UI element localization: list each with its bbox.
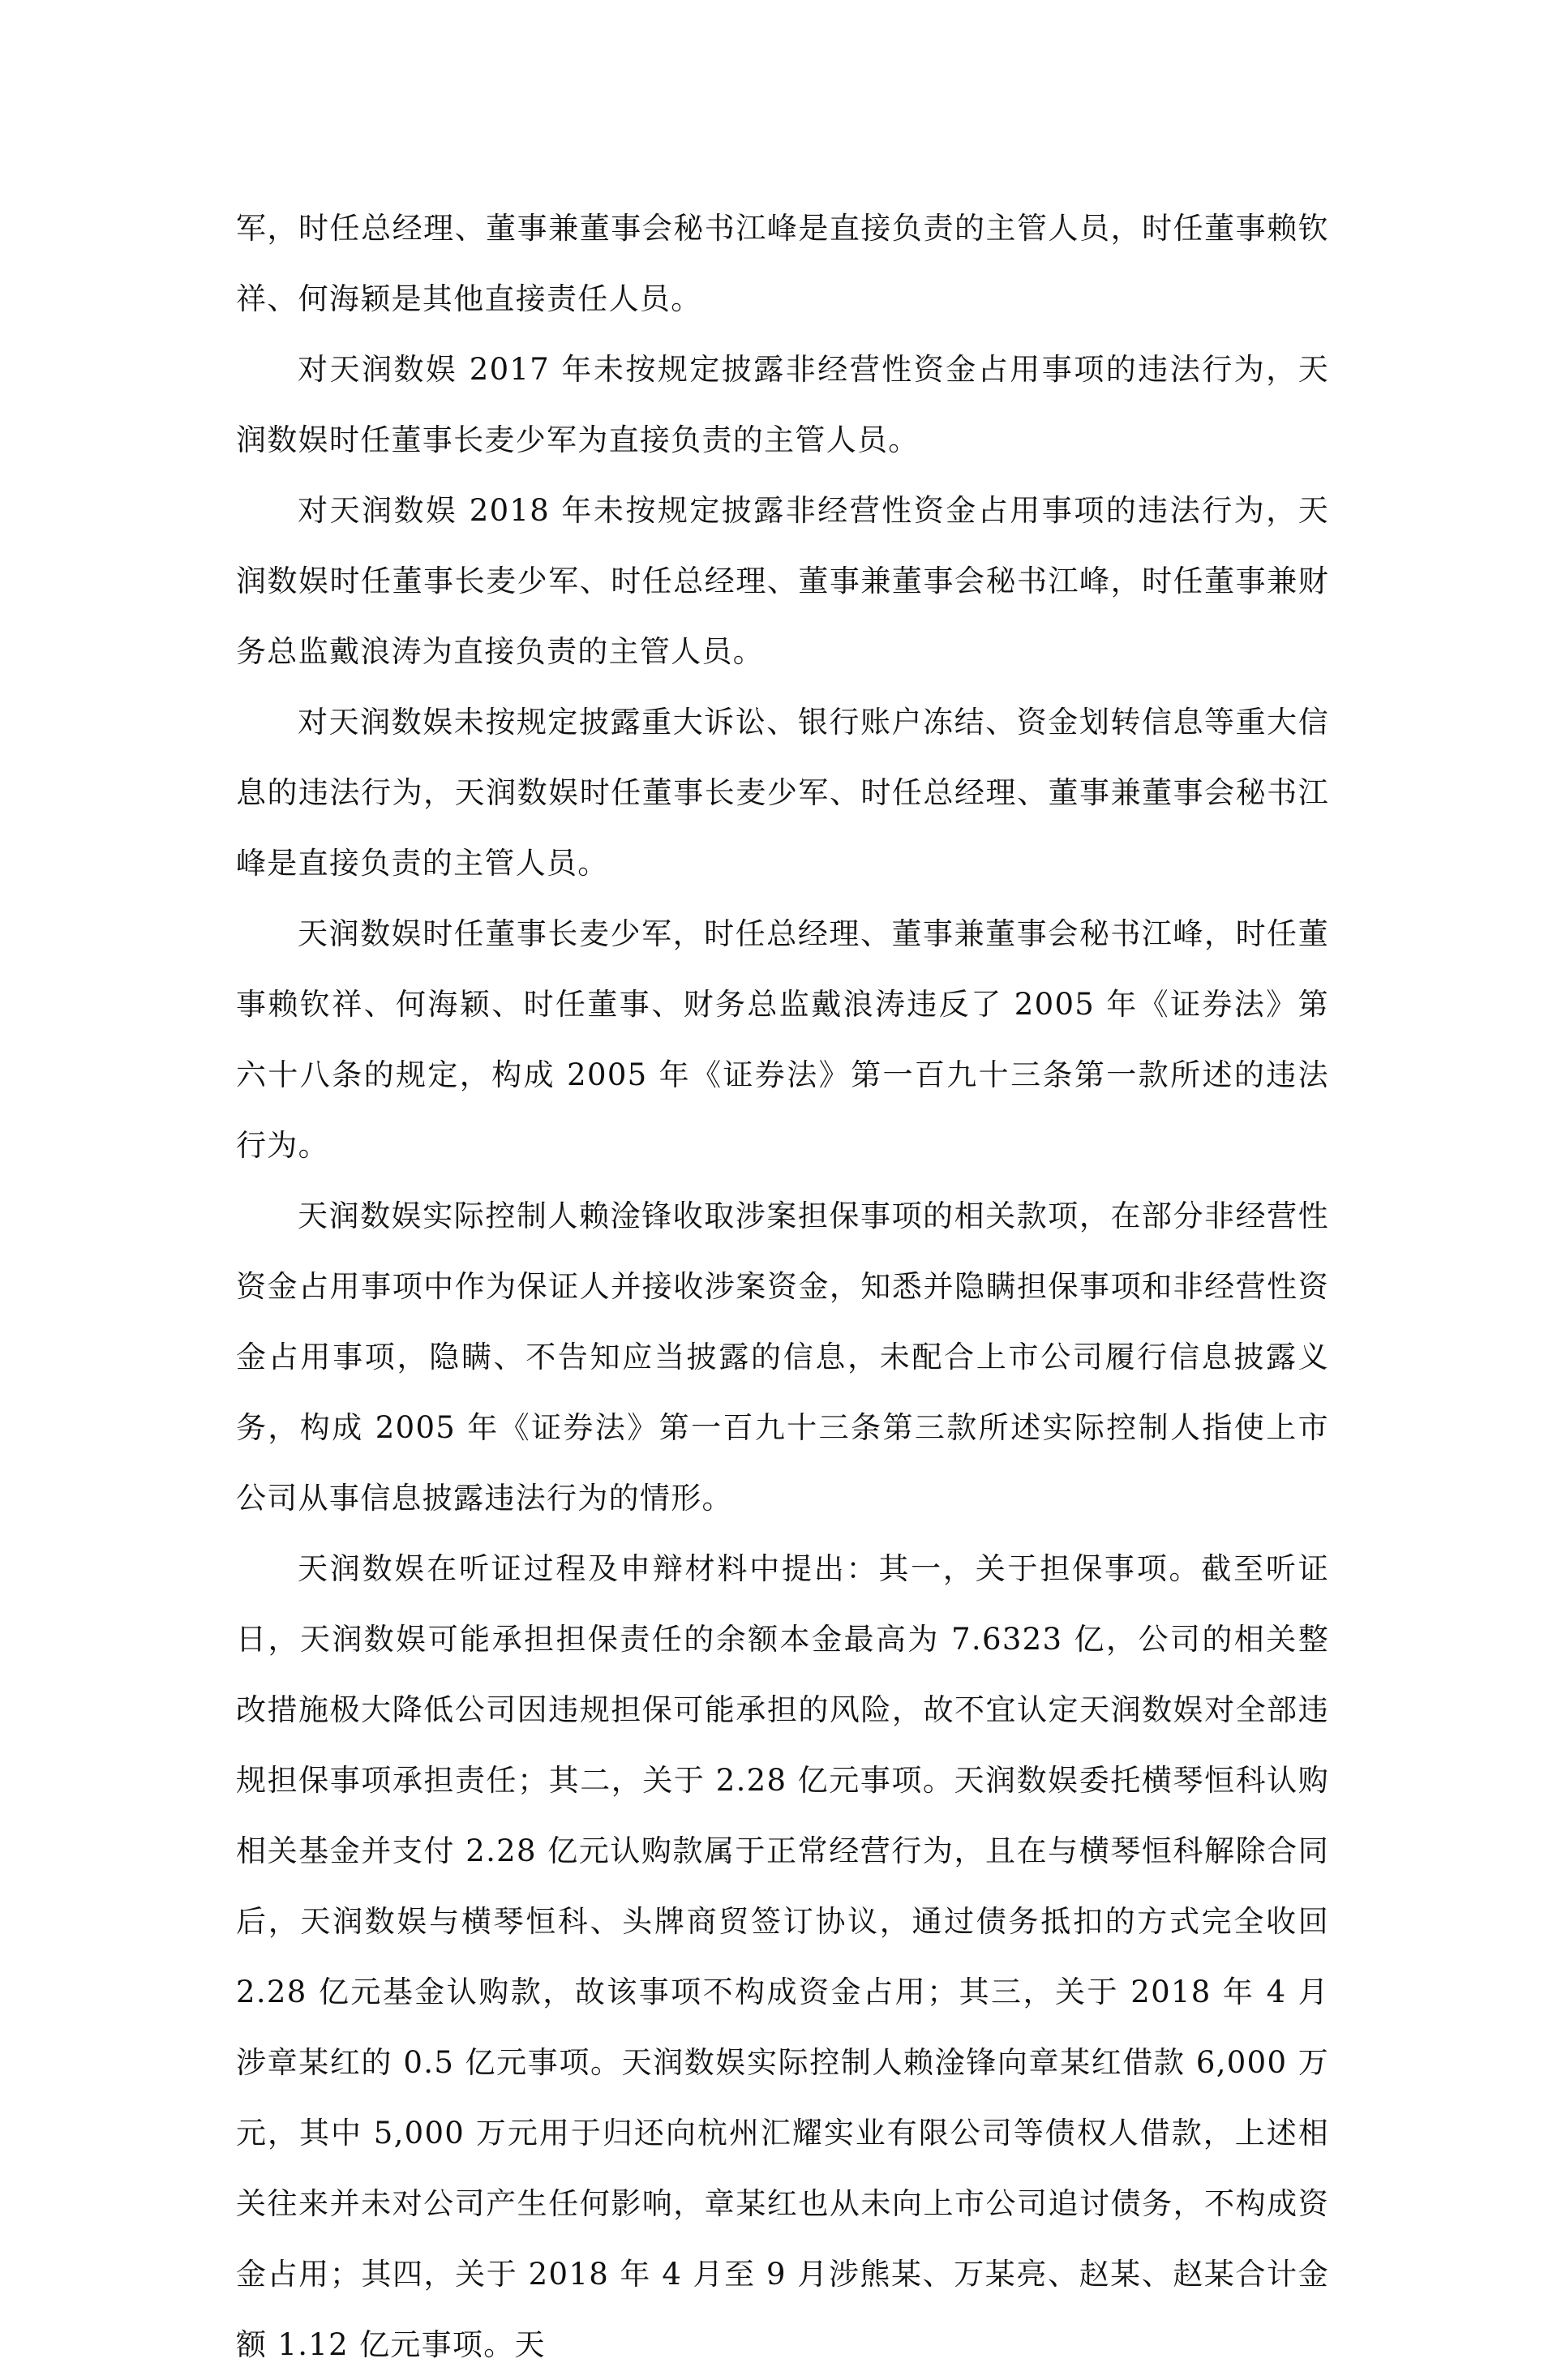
paragraph-major-info-disclosure: 对天润数娱未按规定披露重大诉讼、银行账户冻结、资金划转信息等重大信息的违法行为，天润数娱时任董事长麦少军、时任总经理、董事兼董事会秘书江峰是直接负责的主管人员。	[236, 705, 1329, 881]
paragraph-2017-occupation: 对天润数娱 2017 年未按规定披露非经营性资金占用事项的违法行为，天润数娱时任董事长麦少军为直接负责的主管人员。	[236, 352, 1329, 457]
document-page	[236, 193, 1329, 2380]
paragraph-2018-occupation: 对天润数娱 2018 年未按规定披露非经营性资金占用事项的违法行为，天润数娱时任董事长麦少军、时任总经理、董事兼董事会秘书江峰，时任董事兼财务总监戴浪涛为直接负责的主管人员。	[236, 493, 1329, 669]
paragraph-actual-controller: 天润数娱实际控制人赖淦锋收取涉案担保事项的相关款项，在部分非经营性资金占用事项中作为保证人并接收涉案资金，知悉并隐瞒担保事项和非经营性资金占用事项，隐瞒、不告知应当披露的信息，未配合上市公司履行信息披露义务，构成 2005 年《证券法》第一百九十三条第三款所述实际控制人指使上市公司从事信息披露违法行为的情形。	[236, 1199, 1329, 1516]
paragraph-securities-law-violation: 天润数娱时任董事长麦少军，时任总经理、董事兼董事会秘书江峰，时任董事赖钦祥、何海颖、时任董事、财务总监戴浪涛违反了 2005 年《证券法》第六十八条的规定，构成 2005 年《证券法》第一百九十三条第一款所述的违法行为。	[236, 916, 1329, 1163]
paragraph-hearing-defense: 天润数娱在听证过程及申辩材料中提出：其一，关于担保事项。截至听证日，天润数娱可能承担担保责任的余额本金最高为 7.6323 亿，公司的相关整改措施极大降低公司因违规担保可能承担的风险，故不宜认定天润数娱对全部违规担保事项承担责任；其二，关于 2.28 亿元事项。天润数娱委托横琴恒科认购相关基金并支付 2.28 亿元认购款属于正常经营行为，且在与横琴恒科解除合同后，天润数娱与横琴恒科、头牌商贸签订协议，通过债务抵扣的方式完全收回 2.28 亿元基金认购款，故该事项不构成资金占用；其三，关于 2018 年 4 月涉章某红的 0.5 亿元事项。天润数娱实际控制人赖淦锋向章某红借款 6,000 万元，其中 5,000 万元用于归还向杭州汇耀实业有限公司等债权人借款，上述相关往来并未对公司产生任何影响，章某红也从未向上市公司追讨债务，不构成资金占用；其四，关于 2018 年 4 月至 9 月涉熊某、万某亮、赵某、赵某合计金额 1.12 亿元事项。天	[236, 1551, 1329, 2362]
paragraph-responsible-persons-continued: 军，时任总经理、董事兼董事会秘书江峰是直接负责的主管人员，时任董事赖钦祥、何海颖是其他直接责任人员。	[236, 211, 1329, 316]
